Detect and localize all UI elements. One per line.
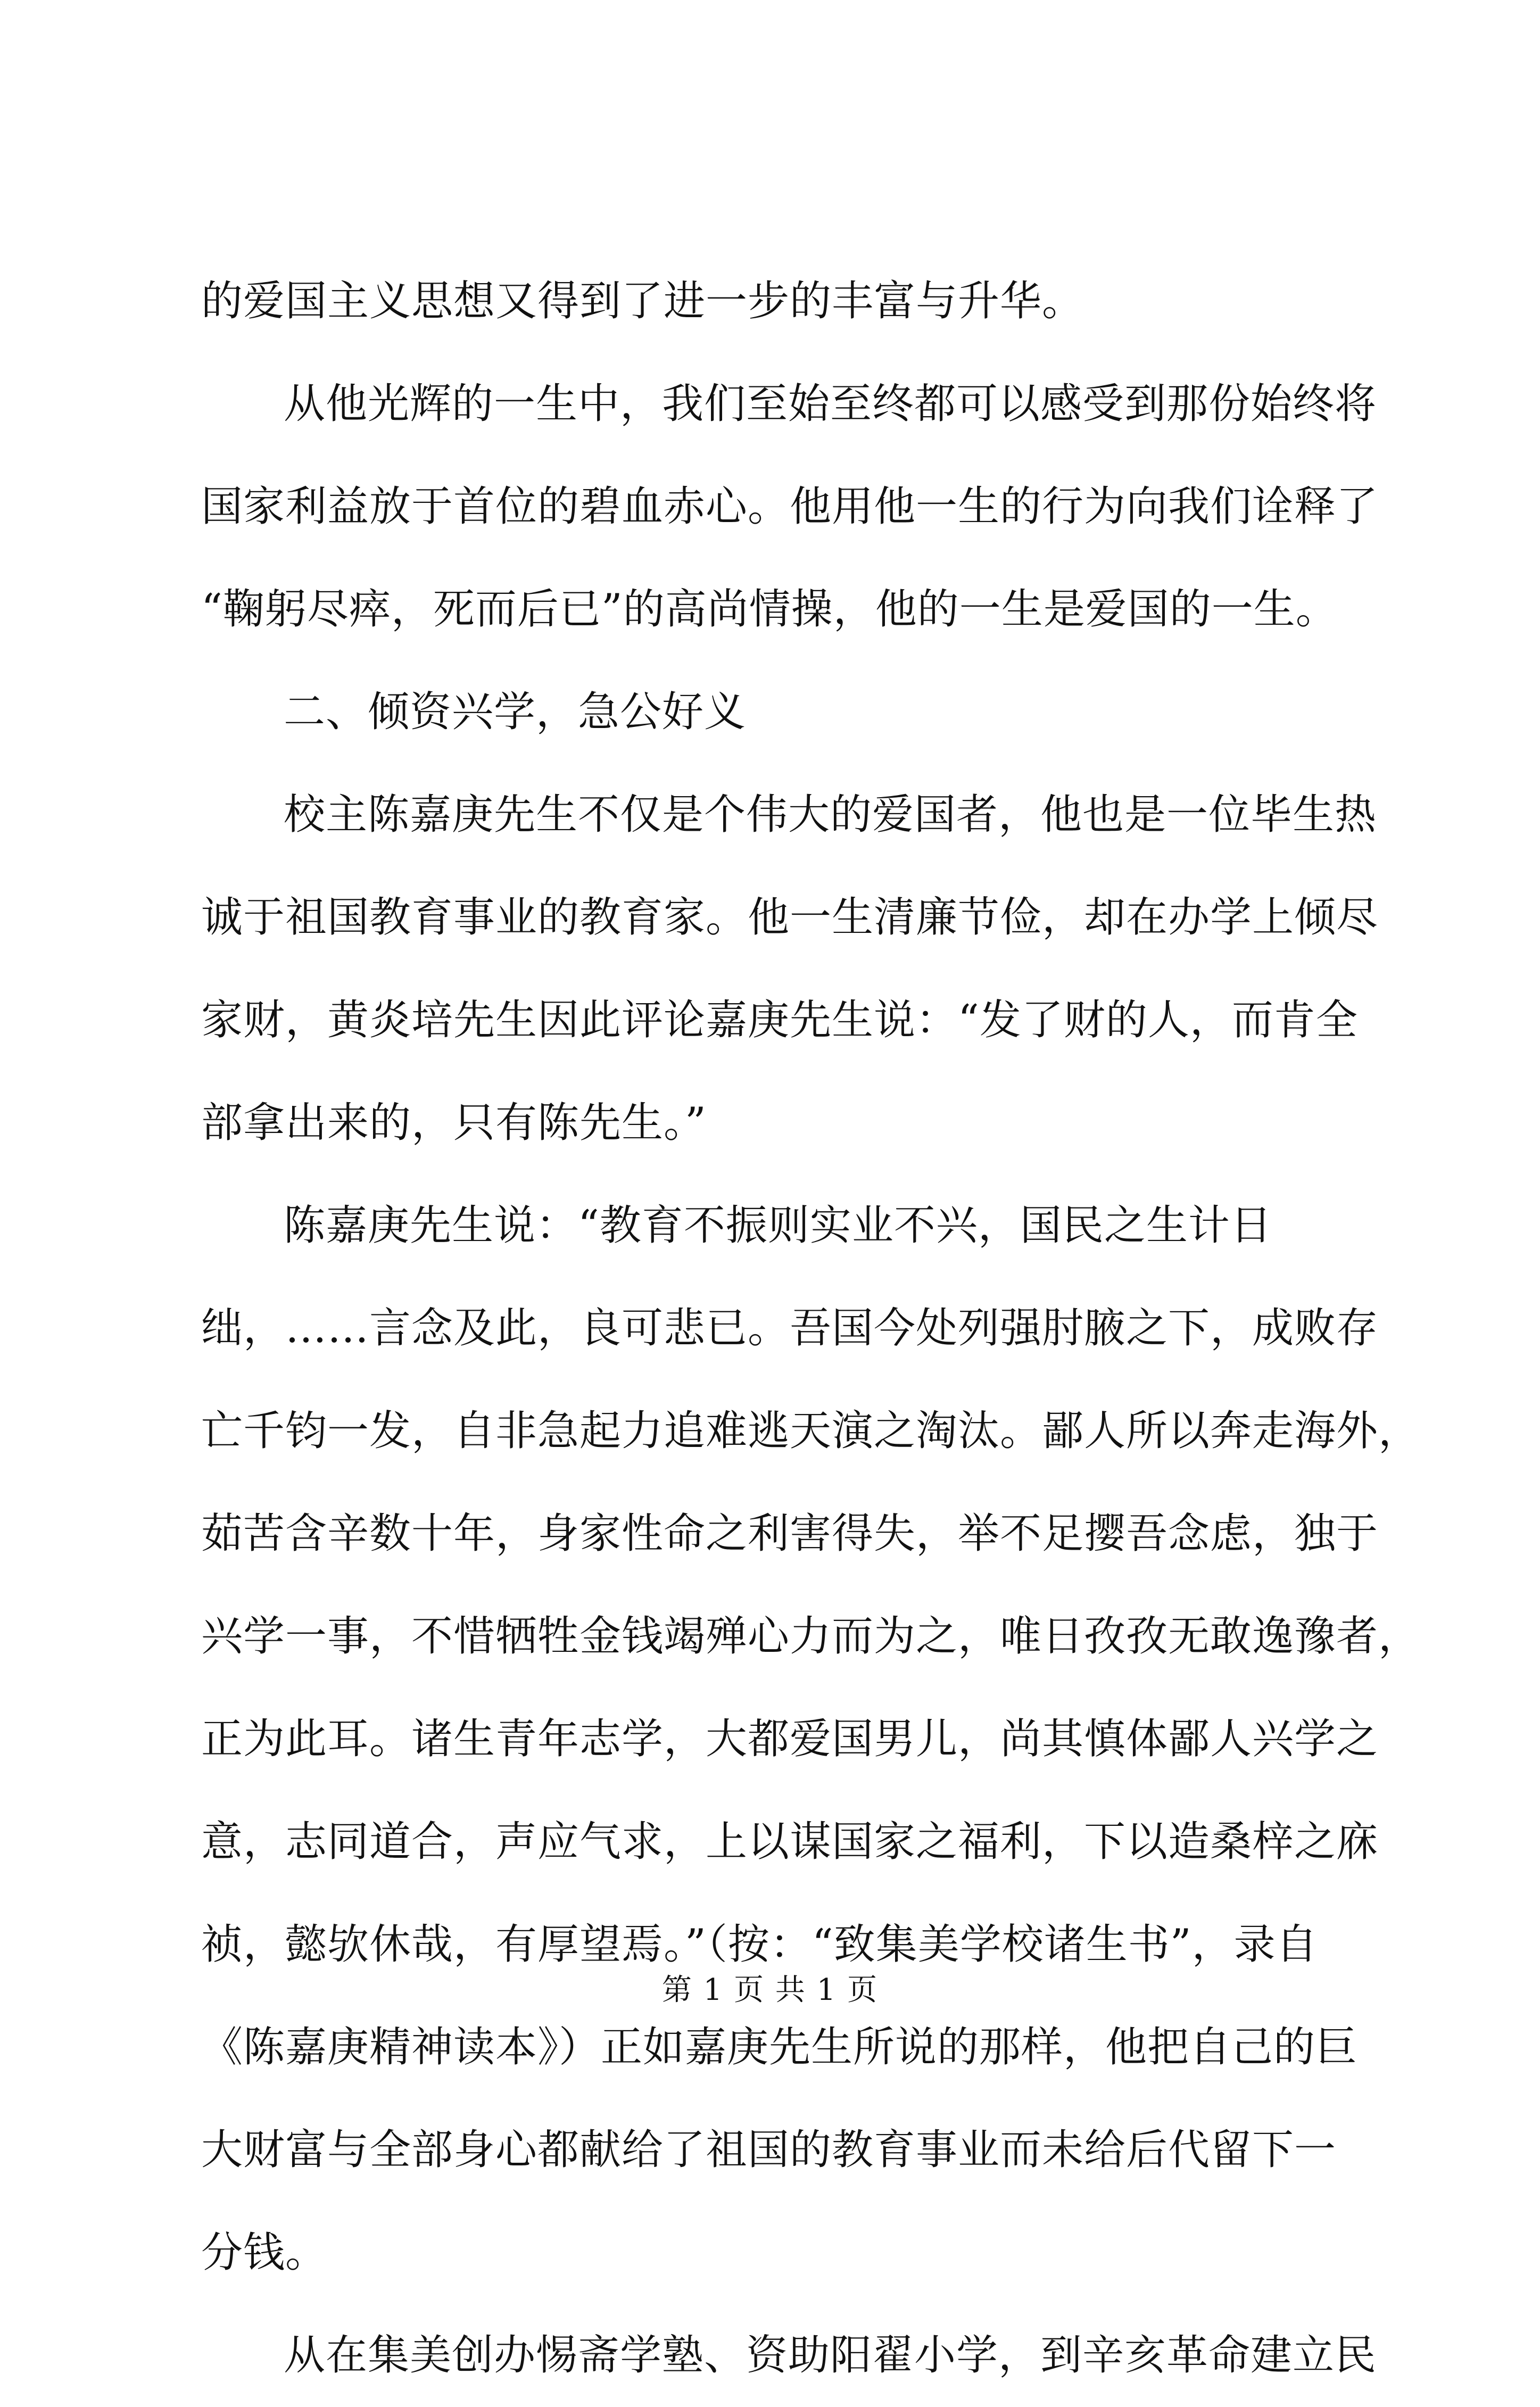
page-number-footer: 第 1 页 共 1 页: [661, 1973, 879, 2007]
body-line: 校主陈嘉庚先生不仅是个伟大的爱国者，他也是一位毕生热: [284, 791, 1377, 839]
body-line: 陈嘉庚先生说：“教育不振则实业不兴，国民之生计日: [284, 1202, 1272, 1250]
body-line: 茹苦含辛数十年，身家性命之利害得失，举不足撄吾念虑，独于: [201, 1510, 1379, 1558]
body-line: 从在集美创办惕斋学塾、资助阳翟小学，到辛亥革命建立民: [284, 2331, 1377, 2379]
body-line: 的爱国主义思想又得到了进一步的丰富与升华。: [201, 277, 1084, 325]
body-line: 从他光辉的一生中，我们至始至终都可以感受到那份始终将: [284, 380, 1377, 428]
section-heading: 二、倾资兴学，急公好义: [284, 688, 747, 736]
body-line: 大财富与全部身心都献给了祖国的教育事业而未给后代留下一: [201, 2126, 1337, 2174]
body-line: 祯，懿欤休哉，有厚望焉。”（按：“致集美学校诸生书”，录自: [201, 1921, 1318, 1968]
body-line: 兴学一事，不惜牺牲金钱竭殚心力而为之，唯日孜孜无敢逸豫者，: [201, 1612, 1421, 1660]
body-line: 家财，黄炎培先生因此评论嘉庚先生说：“发了财的人，而肯全: [201, 996, 1358, 1044]
body-line: 正为此耳。诸生青年志学，大都爱国男儿，尚其慎体鄙人兴学之: [201, 1715, 1379, 1763]
body-line: 亡千钧一发，自非急起力追难逃天演之淘汰。鄙人所以奔走海外，: [201, 1407, 1421, 1455]
body-line: 部拿出来的，只有陈先生。”: [201, 1099, 707, 1147]
body-line: 绌，……言念及此，良可悲已。吾国今处列强肘腋之下，成败存: [201, 1304, 1379, 1352]
body-line: 诚于祖国教育事业的教育家。他一生清廉节俭，却在办学上倾尽: [201, 894, 1379, 941]
body-line: 国家利益放于首位的碧血赤心。他用他一生的行为向我们诠释了: [201, 483, 1379, 531]
body-line: 分钱。: [201, 2229, 328, 2277]
document-body: [201, 250, 1421, 2407]
body-line: “鞠躬尽瘁，死而后已”的高尚情操，他的一生是爱国的一生。: [201, 585, 1338, 633]
body-line: 《陈嘉庚精神读本》）正如嘉庚先生所说的那样，他把自己的巨: [201, 2023, 1358, 2071]
body-line: 意，志同道合，声应气求，上以谋国家之福利，下以造桑梓之庥: [201, 1818, 1379, 1866]
